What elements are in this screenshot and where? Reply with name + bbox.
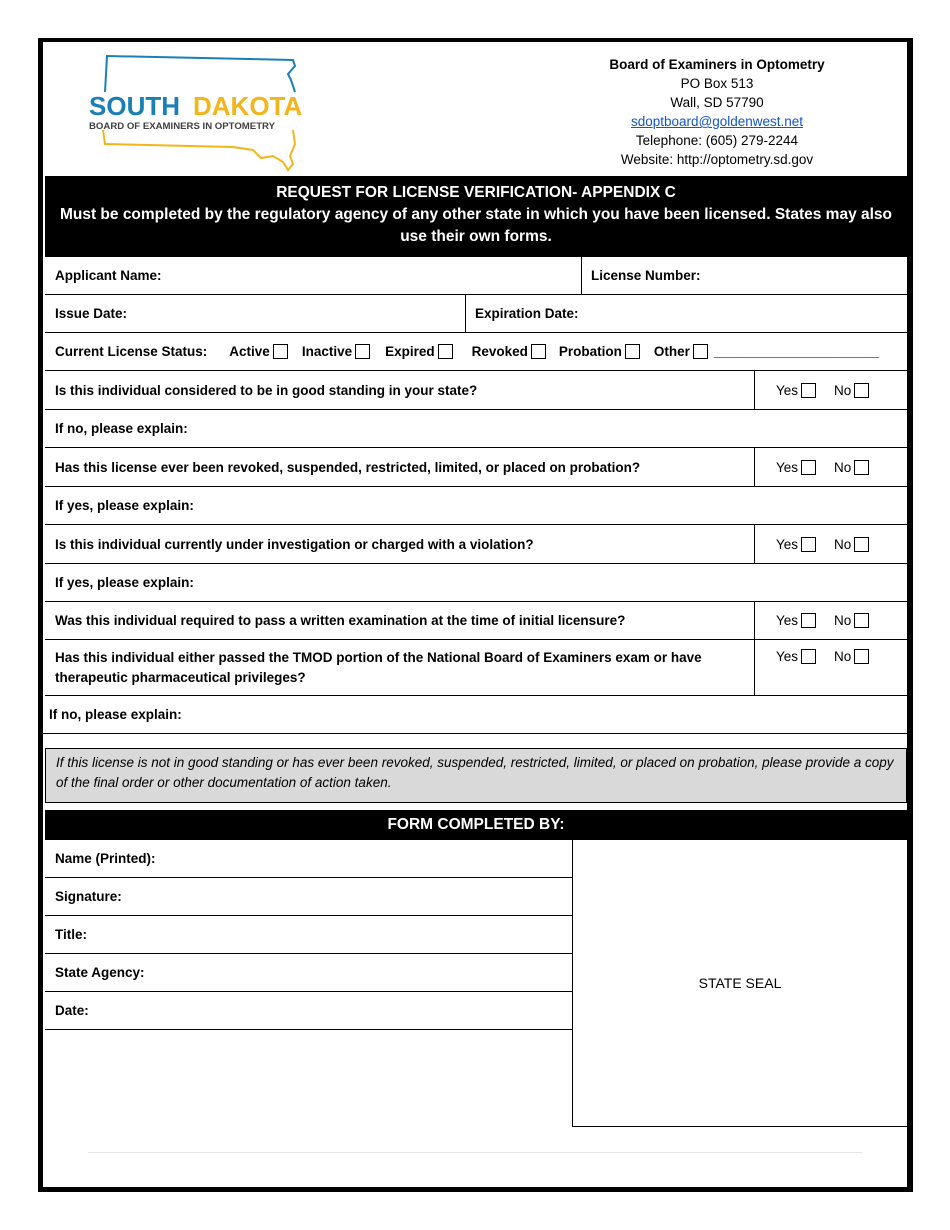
state-agency-field[interactable] bbox=[45, 954, 572, 992]
logo-subtitle-text: BOARD OF EXAMINERS IN OPTOMETRY bbox=[89, 121, 276, 132]
logo-dakota-text: DAKOTA bbox=[193, 91, 303, 121]
checkbox-expired[interactable] bbox=[438, 344, 453, 359]
explain-row bbox=[45, 410, 907, 448]
status-option-other: Other bbox=[654, 344, 708, 360]
title-field[interactable] bbox=[45, 916, 572, 954]
signature-field[interactable] bbox=[45, 878, 572, 916]
applicant-row bbox=[45, 257, 907, 295]
checkbox-no[interactable] bbox=[854, 460, 869, 475]
status-other-line[interactable]: ______________________ bbox=[713, 344, 880, 359]
no-option: No bbox=[834, 537, 869, 552]
checkbox-yes[interactable] bbox=[801, 383, 816, 398]
explain-row bbox=[45, 564, 907, 602]
board-po-box: PO Box 513 bbox=[680, 76, 754, 91]
license-status-row bbox=[45, 333, 907, 371]
logo-south-text: SOUTH bbox=[89, 91, 180, 121]
checkbox-yes[interactable] bbox=[801, 460, 816, 475]
state-agency-label: State Agency: bbox=[55, 965, 145, 980]
explain-no-label: If no, please explain: bbox=[55, 421, 188, 436]
license-number-field[interactable] bbox=[581, 257, 907, 294]
explain-no-label: If no, please explain: bbox=[49, 707, 182, 722]
explain-yes-field[interactable] bbox=[45, 564, 907, 601]
board-email-link[interactable]: sdoptboard@goldenwest.net bbox=[630, 114, 804, 129]
no-option: No bbox=[834, 649, 869, 664]
form-completed-by-banner: FORM COMPLETED BY: bbox=[45, 810, 907, 840]
written-exam-yes-no bbox=[754, 602, 907, 639]
investigation-row bbox=[45, 525, 907, 564]
checkbox-probation[interactable] bbox=[625, 344, 640, 359]
board-contact-info bbox=[587, 55, 847, 169]
name-printed-field[interactable] bbox=[45, 840, 572, 878]
board-telephone: Telephone: (605) 279-2244 bbox=[635, 133, 799, 148]
written-exam-question: Was this individual required to pass a written examination at the time of initial licensure? bbox=[55, 613, 626, 628]
dates-row bbox=[45, 295, 907, 333]
form-title-banner bbox=[45, 176, 907, 257]
yes-option: Yes bbox=[776, 649, 816, 664]
expiration-date-field[interactable] bbox=[465, 295, 907, 332]
applicant-name-field[interactable] bbox=[45, 257, 581, 294]
footer-divider bbox=[88, 1152, 862, 1153]
documentation-note: If this license is not in good standing or has ever been revoked, suspended, restricted, limited, or placed on probation, please provide a copy of the final order or other documentation of action taken. bbox=[45, 748, 907, 803]
checkbox-no[interactable] bbox=[854, 383, 869, 398]
checkbox-yes[interactable] bbox=[801, 649, 816, 664]
explain-yes-field[interactable] bbox=[45, 487, 907, 524]
state-outline-top bbox=[105, 56, 295, 92]
state-outline-bottom bbox=[103, 130, 295, 170]
checkbox-no[interactable] bbox=[854, 649, 869, 664]
written-exam-row bbox=[45, 602, 907, 640]
status-option-active: Active bbox=[229, 344, 288, 360]
checkbox-other[interactable] bbox=[693, 344, 708, 359]
investigation-yes-no bbox=[754, 525, 907, 563]
no-option: No bbox=[834, 460, 869, 475]
good-standing-yes-no bbox=[754, 371, 907, 409]
status-option-revoked: Revoked bbox=[472, 344, 546, 360]
status-option-expired: Expired bbox=[385, 344, 453, 360]
checkbox-no[interactable] bbox=[854, 613, 869, 628]
explain-row bbox=[45, 487, 907, 525]
revoked-yes-no bbox=[754, 448, 907, 486]
license-number-label: License Number: bbox=[591, 268, 701, 283]
yes-option: Yes bbox=[776, 460, 816, 475]
board-name: Board of Examiners in Optometry bbox=[609, 57, 825, 72]
tmod-yes-no bbox=[754, 640, 907, 695]
revoked-question: Has this license ever been revoked, suspended, restricted, limited, or placed on probation? bbox=[55, 459, 641, 475]
yes-option: Yes bbox=[776, 537, 816, 552]
explain-no-field[interactable] bbox=[39, 696, 907, 733]
applicant-name-label: Applicant Name: bbox=[55, 268, 162, 283]
form-title: REQUEST FOR LICENSE VERIFICATION- APPENDIX C bbox=[276, 184, 676, 201]
checkbox-yes[interactable] bbox=[801, 613, 816, 628]
checkbox-inactive[interactable] bbox=[355, 344, 370, 359]
issue-date-label: Issue Date: bbox=[55, 306, 128, 321]
no-option: No bbox=[834, 383, 869, 398]
explain-no-field[interactable] bbox=[45, 410, 907, 447]
board-website: Website: http://optometry.sd.gov bbox=[620, 152, 814, 167]
title-label: Title: bbox=[55, 927, 88, 942]
south-dakota-logo bbox=[83, 52, 323, 172]
form-header bbox=[43, 42, 907, 175]
checkbox-yes[interactable] bbox=[801, 537, 816, 552]
state-seal-label: STATE SEAL bbox=[698, 975, 782, 991]
yes-option: Yes bbox=[776, 383, 816, 398]
form-instructions: Must be completed by the regulatory agency of any other state in which you have been licensed. States may also use their own forms. bbox=[59, 206, 893, 245]
tmod-row bbox=[45, 640, 907, 696]
good-standing-question: Is this individual considered to be in good standing in your state? bbox=[55, 382, 478, 398]
checkbox-no[interactable] bbox=[854, 537, 869, 552]
state-seal-box bbox=[572, 840, 907, 1127]
license-status-label: Current License Status: bbox=[55, 344, 208, 359]
tmod-question: Has this individual either passed the TMOD portion of the National Board of Examiners exam or have therapeutic pharmaceutical privileges? bbox=[55, 649, 702, 685]
checkbox-revoked[interactable] bbox=[531, 344, 546, 359]
date-label: Date: bbox=[55, 1003, 89, 1018]
status-option-probation: Probation bbox=[559, 344, 640, 360]
form-inner bbox=[42, 42, 907, 1187]
name-printed-label: Name (Printed): bbox=[55, 851, 156, 866]
date-field[interactable] bbox=[45, 992, 572, 1030]
explain-yes-label: If yes, please explain: bbox=[55, 498, 194, 513]
signature-label: Signature: bbox=[55, 889, 122, 904]
expiration-date-label: Expiration Date: bbox=[475, 306, 579, 321]
checkbox-active[interactable] bbox=[273, 344, 288, 359]
form-frame bbox=[38, 38, 913, 1192]
investigation-question: Is this individual currently under investigation or charged with a violation? bbox=[55, 536, 534, 552]
no-option: No bbox=[834, 613, 869, 628]
explain-row bbox=[39, 696, 907, 734]
status-option-inactive: Inactive bbox=[302, 344, 370, 360]
yes-option: Yes bbox=[776, 613, 816, 628]
issue-date-field[interactable] bbox=[45, 295, 465, 332]
good-standing-row bbox=[45, 371, 907, 410]
board-city: Wall, SD 57790 bbox=[670, 95, 764, 110]
license-status-cell bbox=[45, 333, 907, 370]
revoked-row bbox=[45, 448, 907, 487]
completed-by-fields bbox=[45, 840, 572, 1030]
explain-yes-label: If yes, please explain: bbox=[55, 575, 194, 590]
